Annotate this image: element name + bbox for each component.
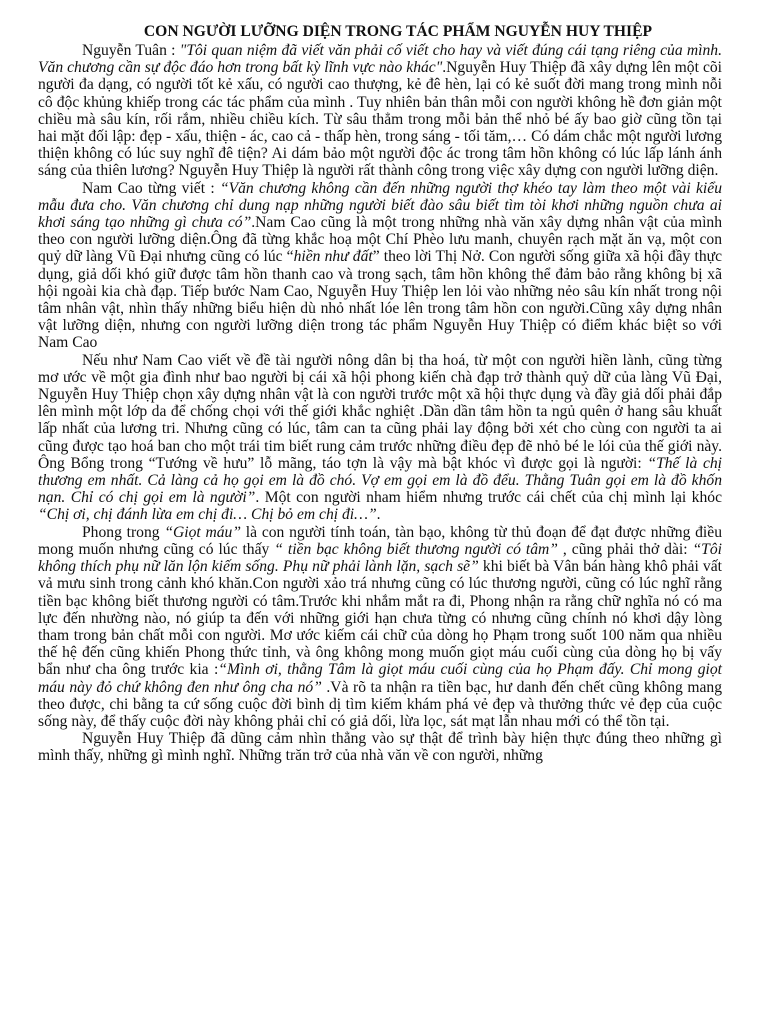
quoted-text: "Tôi quan niệm đã viết văn phải cố viết cho hay và viết đúng cái tạng riêng của mình. Văn chương cần sự độc đáo hơn trong bất kỳ lĩnh vực nào khác" [38,42,722,77]
quoted-text: “ tiền bạc không biết thương người có tâm” [274,540,558,558]
body-text: ” theo lời Thị Nở. Con người sống giữa xã hội đầy thực dụng, giả dối khó giữ được tâm hồn thanh cao và trong sạch, tâm hồn không thể đảm bảo rằng không bị xã hội ngoài kia chà đạp. Tiếp bước Nam Cao, Nguyễn Huy Thiệp len lỏi vào những nẻo sâu kín nhất trong nội tâm nhân vật, nhìn thấy những biểu hiện dù nhỏ nhất lóe lên trong tâm hồn con người.Cũng xây dựng nhân vật lưỡng diện, nhưng con người lưỡng diện trong tác phẩm Nguyễn Huy Thiệp có điểm khác biệt so với Nam Cao [38,248,722,352]
quoted-text: “Thế là chị thương em nhất. Cả làng cả họ gọi em là đồ chó. Vợ em gọi em là đồ đểu. Thằng Tuân gọi em là đồ khốn nạn. Chỉ có chị gọi em là người” [38,454,722,507]
body-text: Phong trong [82,523,165,541]
body-text: . Một con người nham hiểm nhưng trước cái chết của chị mình lại khóc [255,489,722,507]
body-text: Nếu như Nam Cao viết về đề tài người nông dân bị tha hoá, từ một con người hiền lành, cũng từng mơ ước về một gia đình như bao người bị cái xã hội phong kiến chà đạp trở thành quỷ dữ của làng Vũ Đại, Nguyễn Huy Thiệp chọn xây dựng nhân vật là con người trước một xã hội thực dụng và đầy giả dối phải đắp lên mình một lớp da để chống chọi với thế giới khắc nghiệt .Dần dần tâm hồn ta ngủ quên ở hang sâu khuất lấp nhất của lương tri. Nhưng cũng có lúc, tâm can ta cũng phải lay động bởi xét cho cùng con người ta ai cũng được tạo hoá ban cho một trái tim biết rung cảm trước những điều đẹp đẽ nhỏ bé le lói của thế giới này. Ông Bổng trong “Tướng về hưu” lỗ mãng, táo tợn là vậy mà bật khóc vì được gọi là người: [38,351,722,472]
quoted-text: “Tôi không thích phụ nữ lăn lộn kiếm sống. Phụ nữ phải lành lặn, sạch sẽ” [38,540,722,576]
quoted-text: “Mình ơi, thằng Tâm là giọt máu cuối cùng của họ Phạm đấy. Chỉ mong giọt máu này đỏ chứ không đen như ông cha nó” [38,661,722,696]
body-text: . [376,506,381,524]
body-text: là con người tính toán, tàn bạo, không từ thủ đoạn để đạt được những điều mong muốn nhưng cũng có lúc thấy [38,523,722,558]
paragraph [38,42,722,180]
body-text: , cũng phải thở dài: [557,540,693,558]
body-text: Nguyễn Tuân : [82,42,180,59]
quoted-text: “Văn chương không cần đến những người thợ khéo tay làm theo một vài kiểu mẫu đưa cho. Văn chương chỉ dung nạp những người biết đào sâu biết tìm tòi khơi những nguồn chưa ai khơi sáng tạo những gì chưa có” [38,179,722,232]
body-text: khi biết bà Vân bán hàng khô phải vất vả mưu sinh trong cảnh khó khăn.Con người xảo trá nhưng cũng có lúc thương người, cũng có lúc nghĩ rằng tiền bạc không biết thương người có tâm.Trước khi nhắm mắt ra đi, Phong nhận ra rằng chữ nghĩa nó có ma lực đến nhường nào, nó giúp ta đến với những giới hạn chưa từng có nhưng cũng chính nó khơi dậy lòng tham trong bản chất mỗi con người. Mơ ước kiếm cái chữ của dòng họ Phạm trong suốt 100 năm qua nhiều thế hệ đến cũng khiến Phong thức tỉnh, và ông không mong muốn giọt máu cuối cùng của dòng họ bị vấy bẩn như cha ông trước kia : [38,558,722,679]
paragraph [38,352,722,524]
paragraph [38,180,722,352]
document-title: CON NGƯỜI LƯỠNG DIỆN TRONG TÁC PHẨM NGUYỄN HUY THIỆP [143,23,653,40]
body-text: .Và rõ ta nhận ra tiền bạc, hư danh đến chết cũng không mang theo được, chi bằng ta cứ sống cuộc đời bình dị tìm kiếm khám phá vẻ đẹp và thưởng thức vẻ đẹp của cuộc sống này, để thấy cuộc đời này không phải chỉ có giả dối, lừa lọc, sát mạt lẫn nhau mới có thể tồn tại. [38,678,722,730]
paragraph [38,730,722,764]
document-body [38,42,722,765]
body-text: Nguyễn Huy Thiệp đã dũng cảm nhìn thẳng vào sự thật để trình bày hiện thực đúng theo những gì mình thấy, những gì mình nghĩ. Những trăn trở của nhà văn về con người, những [38,730,722,765]
body-text: .Nguyễn Huy Thiệp đã xây dựng lên một cõi người đa dạng, có người tốt kẻ xấu, có người cao thượng, kẻ đê hèn, lại có kẻ suốt đời mang trong mình nỗi cô độc khủng khiếp trong các tác phẩm của mình . Tuy nhiên bản thân mỗi con người không hề đơn giản một chiều mà sâu kín, rối rắm, nhiều chiều kích. Từ sâu thẳm trong mỗi bản thể nhỏ bé ấy bao giờ cũng tồn tại hai mặt đối lập: đẹp - xấu, thiện - ác, cao cả - thấp hèn, trong sáng - tối tăm,… Có dám chắc một người lương thiện không có lúc suy nghĩ đê tiện? Ai dám bảo một người độc ác trong tâm hồn không có lúc lấp lánh ánh sáng của thiên lương? Nguyễn Huy Thiệp là người rất thành công trong việc xây dựng con người lưỡng diện. [38,59,722,180]
quoted-text: hiền như đất [293,248,373,266]
quoted-text: “Giọt máu” [164,523,242,541]
body-text: .Nam Cao cũng là một trong những nhà văn xây dựng nhân vật của mình theo con người lưỡng diện.Ông đã từng khắc hoạ một Chí Phèo lưu manh, chuyên rạch mặt ăn vạ, một con quỷ dữ làng Vũ Đại nhưng cũng có lúc “ [38,214,722,266]
quoted-text: “Chị ơi, chị đánh lừa em chị đi… Chị bỏ em chị đi…” [38,506,377,524]
paragraph [38,524,722,730]
body-text: Nam Cao từng viết : [82,179,220,197]
